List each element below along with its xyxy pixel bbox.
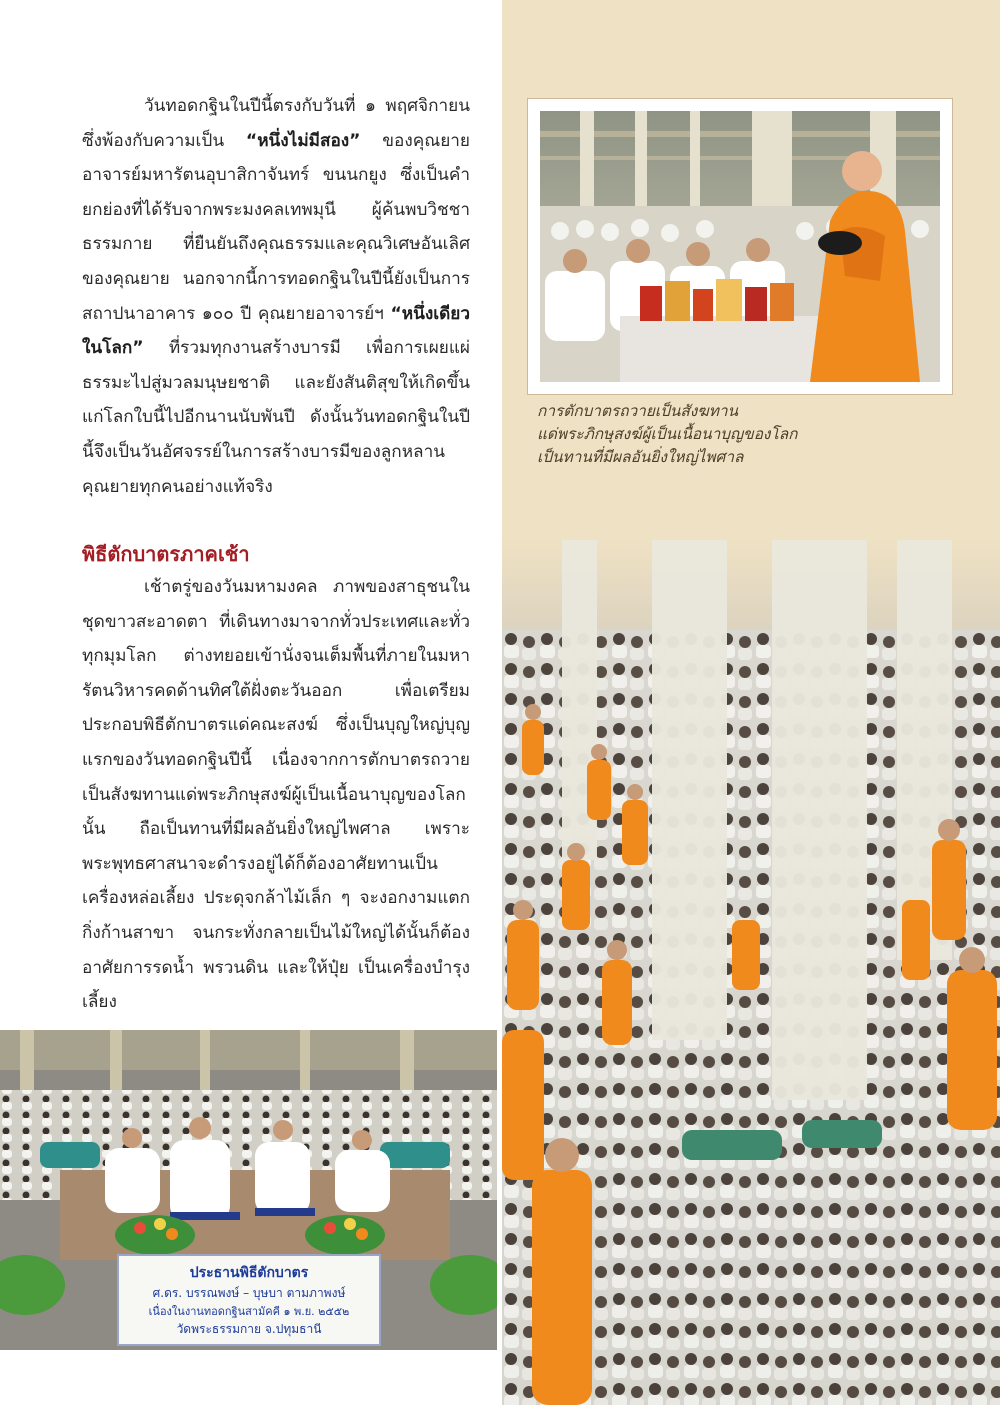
photo-caption <box>537 400 957 469</box>
banner-line-3: เนื่องในงานทอดกฐินสามัคคี ๑ พ.ย. ๒๕๕๒ <box>148 1305 350 1318</box>
banner-line-4: วัดพระธรรมกาย จ.ปทุมธานี <box>176 1322 322 1336</box>
banner-line-1: ประธานพิธีตักบาตร <box>189 1265 309 1281</box>
caption-line-3: เป็นทานที่มีผลอันยิ่งใหญ่ไพศาล <box>537 448 744 466</box>
intro-text-3: ที่รวมทุกงานสร้างบารมี เพื่อการเผยแผ่ธรรมะไปสู่มวลมนุษยชาติ และยังสันติสุขให้เกิดขึ้นแก่โลกใบนี้ไปอีกนานนับพันปี ดังนั้นวันทอดกฐินในปีนี้จึงเป็นวันอัศจรรย์ในการสร้างบารมีของลูกหลานคุณยายทุกคนอย่างแท้จริง <box>82 338 470 497</box>
intro-column <box>82 89 470 504</box>
intro-text-2: ของคุณยายอาจารย์มหารัตนอุบาสิกาจันทร์ ขนนกยูง ซึ่งเป็นคำยกย่องที่ได้รับจากพระมงคลเทพมุนี ผู้ค้นพบวิชชาธรรมกาย ที่ยืนยันถึงคุณธรรมและคุณวิเศษอันเลิศของคุณยาย นอกจากนี้การทอดกฐินในปีนี้ยังเป็นการสถาปนาอาคาร ๑๐๐ ปี คุณยายอาจารย์ฯ <box>82 130 470 324</box>
intro-text-1: วันทอดกฐินในปีนี้ตรงกับวันที่ ๑ พฤศจิกายน ซึ่งพ้องกับความเป็น <box>82 96 470 151</box>
intro-paragraph <box>82 89 470 504</box>
section-body-text: เช้าตรู่ของวันมหามงคล ภาพของสาธุชนในชุดขาวสะอาดตา ที่เดินทางมาจากทั่วประเทศและทั่วทุกมุมโลก ต่างทยอยเข้านั่งจนเต็มพื้นที่ภายในมหารัตนวิหารคดด้านทิศใต้ฝั่งตะวันออก เพื่อเตรียมประกอบพิธีตักบาตรแด่คณะสงฆ์ ซึ่งเป็นบุญใหญ่บุญแรกของวันทอดกฐินปีนี้ เนื่องจากการตักบาตรถวายเป็นสังฆทานแด่พระภิกษุสงฆ์ผู้เป็นเนื้อนาบุญของโลกนั้น ถือเป็นทานที่มีผลอันยิ่งใหญ่ไพศาล เพราะพระพุทธศาสนาจะดำรงอยู่ได้ก็ต้องอาศัยทานเป็นเครื่องหล่อเลี้ยง ประดุจกล้าไม้เล็ก ๆ จะงอกงามแตกกิ่งก้านสาขา จนกระทั่งกลายเป็นไม้ใหญ่ได้นั้นก็ต้องอาศัยการรดน้ำ พรวนดิน และให้ปุ๋ย เป็นเครื่องบำรุงเลี้ยง <box>82 577 470 1013</box>
banner-line-2: ศ.ดร. บรรณพงษ์ – บุษบา ตามภาพงษ์ <box>152 1286 346 1300</box>
photo-frame <box>527 98 953 395</box>
intro-highlight-2: “หนึ่งเดียวในโลก” <box>82 303 470 359</box>
section-paragraph <box>82 570 470 1020</box>
intro-highlight-1: “หนึ่งไม่มีสอง” <box>245 130 361 151</box>
section-column <box>82 570 470 1020</box>
caption-line-2: แด่พระภิกษุสงฆ์ผู้เป็นเนื้อนาบุญของโลก <box>537 425 798 443</box>
crowd-almsgiving-photo <box>502 540 1000 1405</box>
caption-line-1: การตักบาตรถวายเป็นสังฆทาน <box>537 402 739 420</box>
ceremony-photo <box>0 1030 497 1350</box>
monk-offering-photo <box>540 111 940 382</box>
section-heading: พิธีตักบาตรภาคเช้า <box>82 542 250 566</box>
